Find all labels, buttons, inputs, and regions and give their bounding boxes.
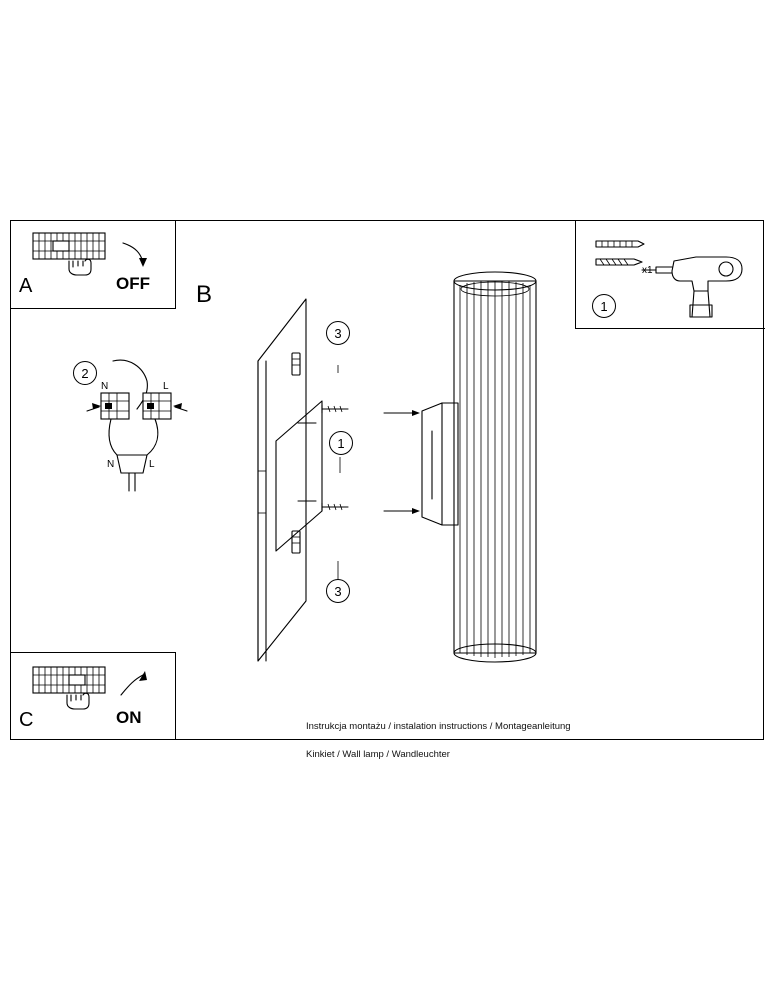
tools-quantity-label: x1 — [642, 265, 653, 276]
panel-tools — [575, 221, 765, 329]
bracket-screw-bottom — [322, 503, 348, 511]
mounting-screw-bottom-step-badge: 3 — [326, 579, 350, 603]
tools-step-badge: 1 — [592, 294, 616, 318]
panel-a-power-off — [11, 221, 176, 309]
curved-arrow-icon — [123, 243, 147, 267]
mounting-bracket-step-badge: 1 — [329, 431, 353, 455]
mounting-screw-top-step-badge: 3 — [326, 321, 350, 345]
terminal-connector-right — [143, 393, 171, 419]
lamp-back-mount — [422, 403, 458, 525]
panel-b-letter: B — [196, 281, 213, 308]
panel-b-mounting — [236, 261, 566, 701]
wall-plug-icon — [596, 241, 644, 247]
curved-arrow-icon — [121, 671, 147, 695]
panel-a-letter: A — [19, 275, 33, 297]
terminal-left-label: N — [101, 381, 109, 392]
set-screw-top — [384, 410, 420, 416]
wall-plug-top — [292, 353, 300, 375]
terminal-block-icon — [33, 667, 105, 693]
panel-c-letter: C — [19, 709, 34, 731]
hand-pointing-icon — [67, 693, 89, 709]
instruction-sheet — [10, 220, 764, 760]
panel-c-power-on — [11, 652, 176, 740]
mounting-drawing — [236, 261, 566, 701]
power-drill-icon — [642, 257, 742, 317]
bracket-screw-top — [322, 405, 348, 413]
panel-c-drawing — [11, 653, 175, 740]
set-screw-bottom — [384, 508, 420, 514]
cable-left-label: N — [107, 459, 115, 470]
wiring-step-badge: 2 — [73, 361, 97, 385]
terminal-right-label: L — [163, 381, 169, 392]
panel-a-drawing — [11, 221, 175, 308]
cable-right-label: L — [149, 459, 155, 470]
footer-line-2: Kinkiet / Wall lamp / Wandleuchter — [306, 749, 450, 760]
terminal-connector-left — [101, 393, 129, 419]
terminal-block-icon — [33, 233, 105, 259]
footer-caption — [306, 706, 756, 776]
mounting-bracket — [276, 401, 322, 551]
screw-icon — [596, 259, 642, 265]
lamp-body — [454, 272, 536, 662]
panel-wiring — [51, 351, 226, 501]
panel-c-state-label: ON — [116, 708, 142, 727]
hand-pointing-icon — [69, 259, 91, 275]
panel-a-state-label: OFF — [116, 274, 150, 293]
footer-line-1: Instrukcja montażu / instalation instructions / Montageanleitung — [306, 721, 571, 732]
